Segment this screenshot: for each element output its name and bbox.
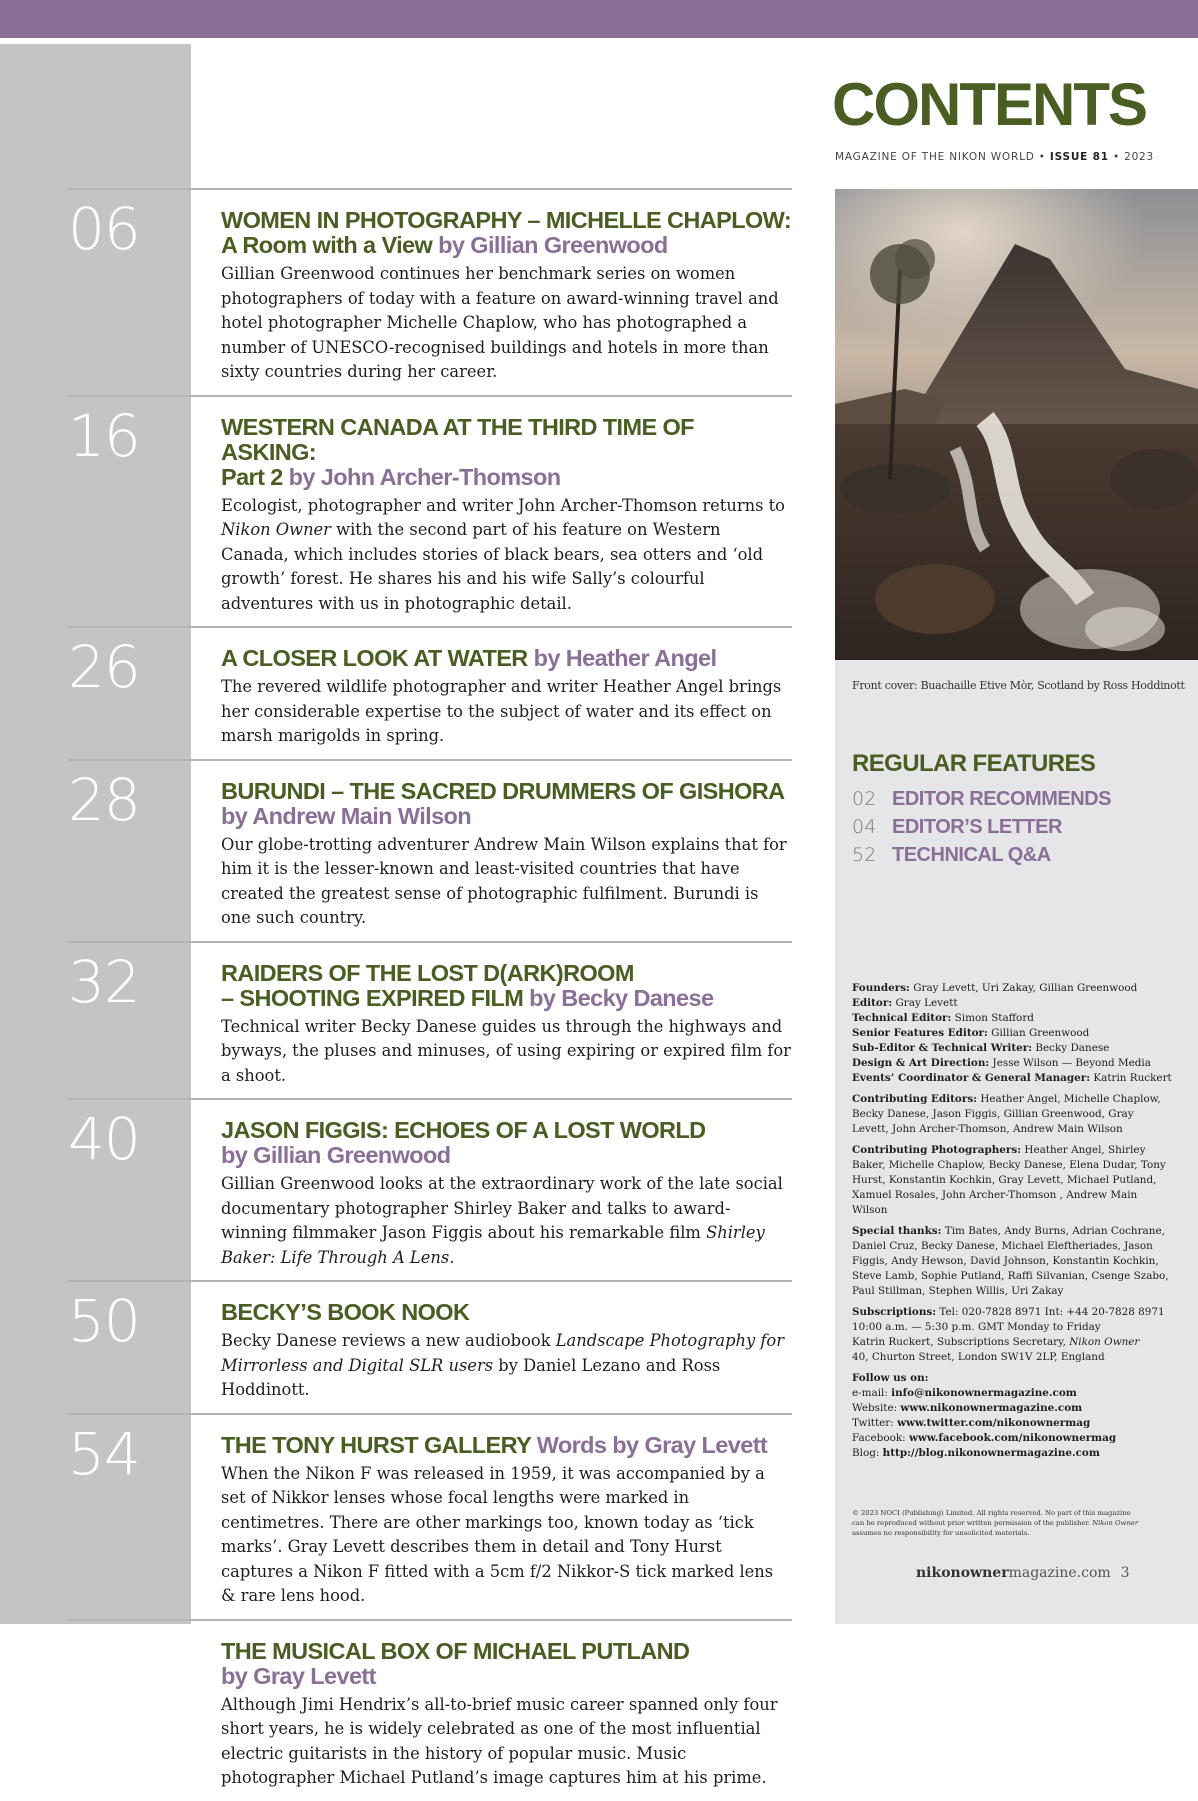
- credit-line: [852, 1071, 1172, 1086]
- credit-line: [852, 1026, 1172, 1041]
- copyright-text: © 2023 NOCI (Publishing) Limited. All rights reserved. No part of this magazine can be reproduced without prior written permission of the publisher.: [852, 1509, 1131, 1527]
- regular-feature-item[interactable]: [852, 841, 1111, 869]
- subtitle-prefix: MAGAZINE OF THE NIKON WORLD •: [835, 151, 1050, 163]
- footer-page-number: 3: [1120, 1565, 1130, 1581]
- toc-entry[interactable]: [68, 1280, 792, 1413]
- title-line-2: – SHOOTING EXPIRED FILM: [221, 984, 524, 1011]
- desc-text: with the second part of his feature on Western Canada, which includes stories of black bears, sea otters and ‘old growth’ forest. He shares his and his wife Sally’s colourful adventures with us in photographic detail.: [221, 520, 764, 613]
- footer-site-rest: magazine.com: [1008, 1565, 1111, 1581]
- credit-value: Jesse Wilson — Beyond Media: [989, 1057, 1151, 1069]
- toc-entry[interactable]: [68, 395, 792, 627]
- byline: by Andrew Main Wilson: [221, 802, 472, 829]
- copyright-text: assumes no responsibility for unsolicited materials.: [852, 1529, 1030, 1537]
- feature-page-number: 52: [852, 844, 877, 866]
- article-description: [221, 1172, 792, 1270]
- copyright-italic: Nikon Owner: [1092, 1519, 1139, 1527]
- regular-feature-item[interactable]: [852, 785, 1111, 813]
- subscriptions-phone: Tel: 020-7828 8971 Int: +44 20-7828 8971: [936, 1306, 1165, 1318]
- desc-text: Ecologist, photographer and writer John Archer-Thomson returns to: [221, 495, 785, 515]
- desc-text: Becky Danese reviews a new audiobook: [221, 1331, 556, 1350]
- article-description: When the Nikon F was released in 1959, it was accompanied by a set of Nikkor lenses whose focal lengths were marked in centimetres. There are other markings too, known today as ‘tick marks’. Gray Levett describes them in detail and Tony Hurst captures a Nikon F fitted with a 5cm f/2 Nikkor-S tick marked lens & rare lens hood.: [221, 1463, 774, 1605]
- credit-value: Becky Danese: [1032, 1042, 1110, 1054]
- desc-italic: Shirley Baker: Life Through A Lens.: [221, 1223, 765, 1267]
- follow-us: [852, 1371, 1172, 1461]
- blog-link[interactable]: http://blog.nikonownermagazine.com: [882, 1447, 1100, 1459]
- page-number: 28: [68, 765, 140, 834]
- credit-value: Simon Stafford: [951, 1012, 1034, 1024]
- credit-label: Follow us on:: [852, 1372, 929, 1384]
- page-number: 06: [68, 195, 140, 263]
- toc-entry[interactable]: [68, 1098, 792, 1280]
- credit-label: Subscriptions:: [852, 1306, 937, 1318]
- credit-value: Gillian Greenwood: [987, 1027, 1090, 1039]
- byline: by Becky Danese: [529, 984, 714, 1011]
- credit-value: Katrin Ruckert: [1090, 1072, 1172, 1084]
- desc-italic: Nikon Owner: [221, 520, 331, 539]
- footer-site-bold: nikonowner: [916, 1565, 1009, 1581]
- masthead-credits: [852, 981, 1172, 1467]
- feature-page-number: 02: [852, 788, 877, 810]
- facebook-link[interactable]: www.facebook.com/nikonownermag: [908, 1432, 1117, 1444]
- title-line: RAIDERS OF THE LOST D(ARK)ROOM: [221, 959, 634, 986]
- credit-line: [852, 981, 1172, 996]
- credit-label: Sub-Editor & Technical Writer:: [852, 1042, 1033, 1054]
- title-line: WESTERN CANADA AT THE THIRD TIME OF ASKING:: [221, 413, 694, 465]
- byline: by Gray Levett: [221, 1662, 376, 1689]
- article-description: Gillian Greenwood continues her benchmark series on women photographers of today with a feature on award-winning travel and hotel photographer Michelle Chaplow, who has photographed a number of UNESCO-recognised buildings and hotels in more than sixty countries during her career.: [221, 264, 779, 381]
- page-number: 54: [68, 1419, 140, 1488]
- credit-value: Tim Bates, Andy Burns, Adrian Cochrane, Daniel Cruz, Becky Danese, Michael Eleftheriades, Jason Figgis, Andy Hewson, David Johnson, Konstantin Kochkin, Steve Lamb, Sophie Putland, Raffi Silvanian, Csenge Szabo, Paul Stillman, Stephen Willis, Uri Zakay: [852, 1225, 1169, 1297]
- toc-entry[interactable]: [68, 941, 792, 1099]
- article-description: Although Jimi Hendrix’s all-to-brief music career spanned only four short years, he is widely celebrated as one of the most influential electric guitarists in the history of popular music. Music photographer Michael Putland’s image captures him at his prime.: [221, 1694, 778, 1787]
- credit-line: [852, 1056, 1172, 1071]
- subscriptions: [852, 1305, 1172, 1365]
- regular-features-list: [852, 785, 1111, 869]
- credit-line: [852, 1011, 1172, 1026]
- page-number: 32: [68, 947, 140, 1016]
- copyright-notice: [852, 1508, 1142, 1538]
- article-title[interactable]: [221, 415, 792, 490]
- credit-value: Gray Levett: [892, 997, 958, 1009]
- article-title[interactable]: [221, 779, 792, 829]
- magazine-subtitle: [835, 151, 1175, 163]
- page-number: 56: [68, 1625, 140, 1694]
- article-description: Technical writer Becky Danese guides us through the highways and byways, the pluses and minuses, of using expiring or expired film for a shoot.: [221, 1016, 791, 1085]
- title-line: BURUNDI – THE SACRED DRUMMERS OF GISHORA: [221, 777, 785, 804]
- top-color-bar: [0, 0, 1198, 38]
- toc-entry[interactable]: [68, 188, 792, 395]
- title-line: THE MUSICAL BOX OF MICHAEL PUTLAND: [221, 1637, 690, 1664]
- credit-line: [852, 996, 1172, 1011]
- page-number: 26: [68, 633, 140, 701]
- subscriptions-line: [852, 1305, 1172, 1320]
- title-line: WOMEN IN PHOTOGRAPHY – MICHELLE CHAPLOW:: [221, 207, 792, 233]
- credit-label: Senior Features Editor:: [852, 1027, 988, 1039]
- contributing-editors: [852, 1092, 1172, 1137]
- credit-label: Special thanks:: [852, 1225, 942, 1237]
- contact-italic: Nikon Owner: [1069, 1336, 1140, 1348]
- table-of-contents: [68, 188, 792, 1801]
- toc-entry[interactable]: [68, 1413, 792, 1619]
- credit-label: Events’ Coordinator & General Manager:: [852, 1072, 1091, 1084]
- website-link[interactable]: www.nikonownermagazine.com: [900, 1402, 1083, 1414]
- feature-label: TECHNICAL Q&A: [892, 843, 1051, 866]
- article-title[interactable]: [221, 208, 792, 258]
- issue-number: ISSUE 81: [1049, 151, 1109, 163]
- byline: by John Archer-Thomson: [288, 463, 561, 490]
- email-link[interactable]: info@nikonownermagazine.com: [891, 1387, 1077, 1399]
- credit-value: Heather Angel, Michelle Chaplow, Becky Danese, Jason Figgis, Gillian Greenwood, Gray Levett, John Archer-Thomson, Andrew Main Wilson: [852, 1093, 1161, 1135]
- page-number: 40: [68, 1105, 140, 1173]
- follow-line: [852, 1386, 1172, 1401]
- article-title[interactable]: [221, 1300, 792, 1325]
- subscriptions-address: 40, Churton Street, London SW1V 2LP, England: [852, 1351, 1105, 1363]
- credit-line: [852, 1041, 1172, 1056]
- toc-entry[interactable]: [68, 626, 792, 759]
- article-description: The revered wildlife photographer and writer Heather Angel brings her considerable expertise to the subject of water and its effect on marsh marigolds in spring.: [221, 677, 782, 745]
- article-title[interactable]: [221, 646, 792, 671]
- toc-entry[interactable]: [68, 759, 792, 941]
- regular-features-title: REGULAR FEATURES: [852, 750, 1096, 777]
- title-line: JASON FIGGIS: ECHOES OF A LOST WORLD: [221, 1117, 706, 1143]
- title-line: THE TONY HURST GALLERY: [221, 1431, 531, 1458]
- credit-label: Editor:: [852, 997, 893, 1009]
- follow-line: [852, 1416, 1172, 1431]
- page-footer: [916, 1565, 1130, 1581]
- staff-roles: [852, 981, 1172, 1086]
- title-line-2: Part 2: [221, 463, 283, 490]
- subscriptions-hours: 10:00 a.m. — 5:30 p.m. GMT Monday to Friday: [852, 1321, 1101, 1333]
- follow-type: Website:: [852, 1402, 901, 1414]
- article-description: Our globe-trotting adventurer Andrew Main Wilson explains that for him it is the lesser-known and least-visited countries that have created the greatest sense of photographic fulfilment. Burundi is one such country.: [221, 834, 787, 927]
- feature-page-number: 04: [852, 816, 877, 838]
- contact-name: Katrin Ruckert, Subscriptions Secretary,: [852, 1336, 1070, 1348]
- desc-italic: Landscape Photography for Mirrorless and Digital SLR users: [221, 1331, 784, 1375]
- cover-photo: [835, 189, 1198, 660]
- follow-line: [852, 1431, 1172, 1446]
- follow-type: Facebook:: [852, 1432, 909, 1444]
- follow-type: Blog:: [852, 1447, 883, 1459]
- article-title[interactable]: [221, 1433, 792, 1458]
- byline: Words by Gray Levett: [536, 1431, 768, 1458]
- subscriptions-contact: [852, 1335, 1172, 1350]
- article-description: [221, 494, 792, 617]
- cover-caption: Front cover: Buachaille Etive Mòr, Scotland by Ross Hoddinott: [852, 679, 1185, 692]
- page-number: 50: [68, 1287, 140, 1355]
- feature-label: EDITOR RECOMMENDS: [892, 787, 1111, 810]
- credit-label: Technical Editor:: [852, 1012, 952, 1024]
- credit-label: Design & Art Direction:: [852, 1057, 990, 1069]
- credit-label: Contributing Photographers:: [852, 1144, 1022, 1156]
- article-title[interactable]: [221, 1118, 792, 1168]
- byline: by Gillian Greenwood: [438, 232, 668, 258]
- desc-text: by Daniel Lezano and Ross Hoddinott.: [221, 1355, 721, 1399]
- feature-label: EDITOR’S LETTER: [892, 815, 1062, 838]
- follow-label: [852, 1371, 1172, 1386]
- regular-feature-item[interactable]: [852, 813, 1111, 841]
- follow-type: e-mail:: [852, 1387, 892, 1399]
- special-thanks: [852, 1224, 1172, 1299]
- credit-label: Founders:: [852, 982, 910, 994]
- toc-entry[interactable]: [68, 1619, 792, 1801]
- title-line: A CLOSER LOOK AT WATER: [221, 645, 528, 671]
- article-description: [221, 1329, 792, 1403]
- twitter-link[interactable]: www.twitter.com/nikonownermag: [897, 1417, 1091, 1429]
- follow-line: [852, 1401, 1172, 1416]
- credit-value: Heather Angel, Shirley Baker, Michelle Chaplow, Becky Danese, Elena Dudar, Tony Hurst, Konstantin Kochkin, Gray Levett, Michael Putland, Xamuel Rosales, John Archer-Thomson , Andrew Main Wilson: [852, 1144, 1166, 1216]
- desc-text: Gillian Greenwood looks at the extraordinary work of the late social documentary photographer Shirley Baker and talks to award-winning filmmaker Jason Figgis about his remarkable film: [221, 1174, 783, 1242]
- article-title[interactable]: [221, 961, 792, 1011]
- title-line-2: A Room with a View: [221, 232, 433, 258]
- byline: by Heather Angel: [533, 645, 717, 671]
- page-title: CONTENTS: [832, 71, 1146, 138]
- waterfall-landscape-image: [835, 189, 1198, 660]
- byline: by Gillian Greenwood: [221, 1142, 451, 1168]
- credit-value: Gray Levett, Uri Zakay, Gillian Greenwood: [909, 982, 1138, 994]
- page-number: 16: [68, 401, 140, 470]
- title-line: BECKY’S BOOK NOOK: [221, 1299, 470, 1325]
- follow-line: [852, 1446, 1172, 1461]
- subtitle-year: • 2023: [1108, 151, 1155, 163]
- follow-type: Twitter:: [852, 1417, 898, 1429]
- article-title[interactable]: [221, 1639, 792, 1689]
- credit-label: Contributing Editors:: [852, 1093, 978, 1105]
- contributing-photographers: [852, 1143, 1172, 1218]
